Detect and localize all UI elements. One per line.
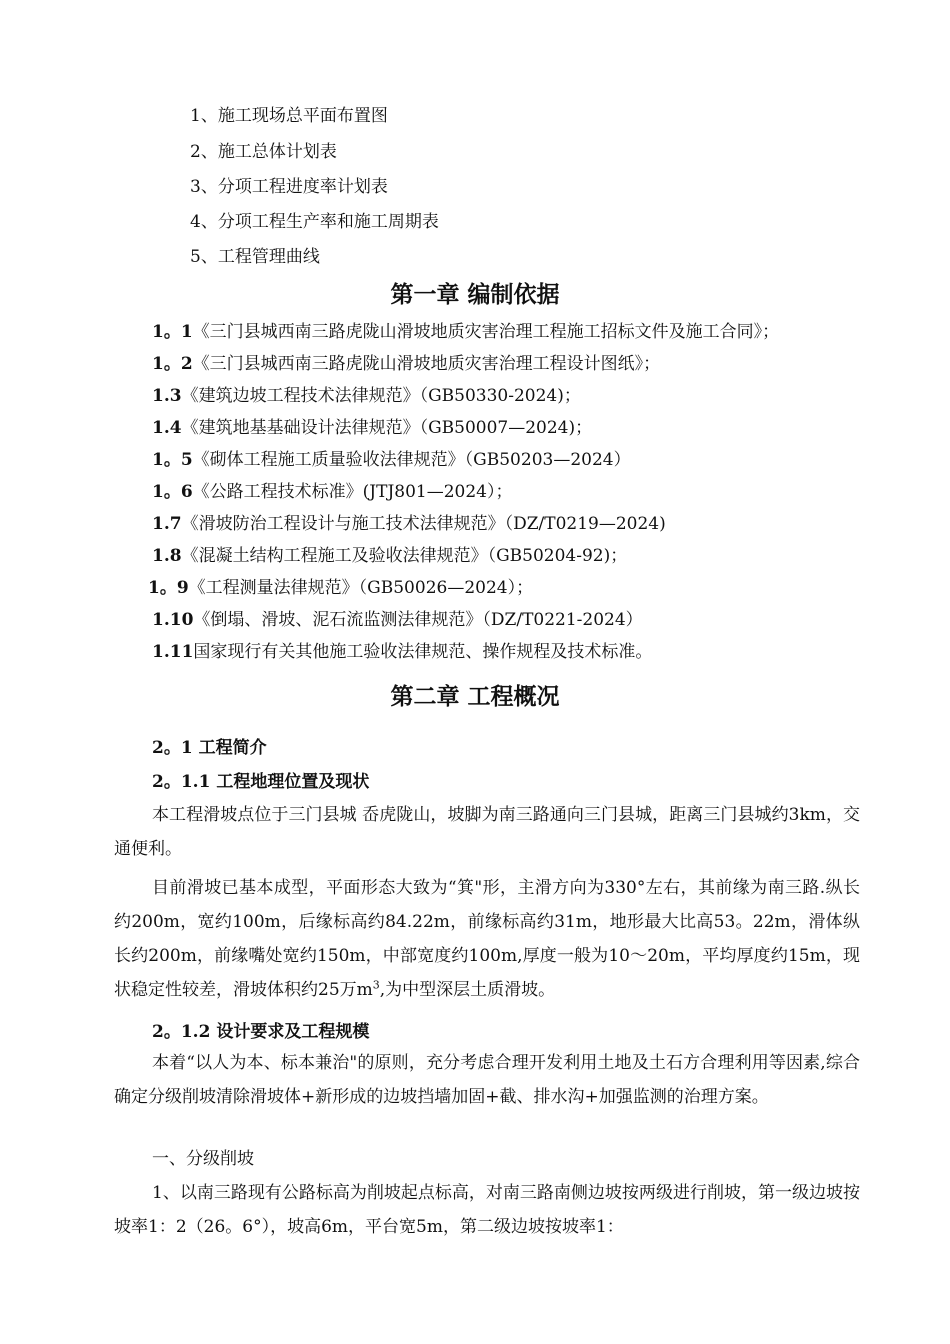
reference-text: 国家现行有关其他施工验收法律规范、操作规程及技术标准。 — [193, 642, 653, 662]
reference-item — [152, 320, 779, 344]
reference-number: 1.7 — [152, 514, 182, 534]
paragraph-status-text: 目前滑坡已基本成型，平面形态大致为“箕"形，主滑方向为330°左右，其前缘为南三路.纵长约200m，宽约100m，后缘标高约84.22m，前缘标高约31m，地形最大比高53。22m，滑体纵长约200m，前缘嘴处宽约150m，中部宽度约100m,厚度一般为10～20m，平均厚度约15m，现状稳定性较差，滑坡体积约25万m — [114, 878, 860, 1000]
reference-item — [152, 352, 660, 376]
reference-text: 《三门县城西南三路虎陇山滑坡地质灾害治理工程施工招标文件及施工合同》； — [192, 322, 780, 342]
reference-text: 《建筑边坡工程技术法律规范》（GB50330-2024)； — [181, 386, 581, 406]
paragraph-design: 本着“以人为本、标本兼治"的原则，充分考虑合理开发利用土地及土石方合理利用等因素,综合确定分级削坡清除滑坡体+新形成的边坡挡墙加固+截、排水沟+加强监测的治理方案。 — [114, 1053, 860, 1107]
paragraph-grading: 1、以南三路现有公路标高为削坡起点标高，对南三路南侧边坡按两级进行削坡，第一级边坡按坡率1：2（26。6°），坡高6m，平台宽5m，第二级边坡按坡率1： — [114, 1183, 860, 1237]
reference-number: 1.4 — [152, 418, 182, 438]
reference-item — [148, 576, 533, 600]
reference-number: 1。5 — [152, 450, 193, 470]
reference-number: 1.8 — [152, 546, 182, 566]
reference-number: 1。9 — [148, 578, 189, 598]
toc-item: 1、施工现场总平面布置图 — [190, 106, 388, 126]
reference-text: 《公路工程技术标准》(JTJ801—2024）； — [192, 482, 513, 502]
reference-item — [152, 448, 631, 472]
chapter-title: 第二章 工程概况 — [390, 684, 560, 710]
reference-text: 《工程测量法律规范》（GB50026—2024）； — [188, 578, 534, 598]
reference-number: 1。1 — [152, 322, 193, 342]
reference-number: 1。6 — [152, 482, 193, 502]
reference-number: 1.11 — [152, 642, 194, 662]
reference-item — [152, 416, 592, 440]
toc-item: 3、分项工程进度率计划表 — [190, 177, 388, 197]
toc-item: 2、施工总体计划表 — [190, 142, 337, 162]
reference-text: 《倒塌、滑坡、泥石流监测法律规范》（DZ/T0221-2024） — [193, 610, 643, 630]
superscript: 3 — [372, 978, 380, 992]
reference-item — [152, 384, 581, 408]
subsection-heading: 2。1.2 设计要求及工程规模 — [152, 1022, 370, 1042]
list-heading: 一、分级削坡 — [152, 1149, 254, 1169]
reference-number: 1.3 — [152, 386, 182, 406]
reference-item — [152, 512, 666, 536]
reference-text: 《砌体工程施工质量验收法律规范》（GB50203—2024） — [192, 450, 631, 470]
reference-number: 1.10 — [152, 610, 194, 630]
toc-item: 4、分项工程生产率和施工周期表 — [190, 212, 439, 232]
subsection-heading: 2。1.1 工程地理位置及现状 — [152, 772, 370, 792]
paragraph-location: 本工程滑坡点位于三门县城 岙虎陇山，坡脚为南三路通向三门县城，距离三门县城约3km，交通便利。 — [114, 805, 860, 859]
paragraph-status-tail: ,为中型深层土质滑坡。 — [379, 980, 556, 1000]
reference-item — [152, 544, 627, 568]
reference-text: 《三门县城西南三路虎陇山滑坡地质灾害治理工程设计图纸》； — [192, 354, 661, 374]
reference-text: 《混凝土结构工程施工及验收法律规范》（GB50204-92)； — [181, 546, 628, 566]
reference-item — [152, 480, 512, 504]
paragraph-status — [114, 871, 860, 1007]
toc-item: 5、工程管理曲线 — [190, 247, 320, 267]
section-heading: 2。1 工程简介 — [152, 738, 267, 758]
chapter-title: 第一章 编制依据 — [390, 282, 560, 308]
reference-text: 《滑坡防治工程设计与施工技术法律规范》（DZ/T0219—2024) — [181, 514, 666, 534]
reference-item — [152, 640, 652, 664]
reference-number: 1。2 — [152, 354, 193, 374]
reference-item — [152, 608, 643, 632]
reference-text: 《建筑地基基础设计法律规范》（GB50007—2024)； — [181, 418, 593, 438]
